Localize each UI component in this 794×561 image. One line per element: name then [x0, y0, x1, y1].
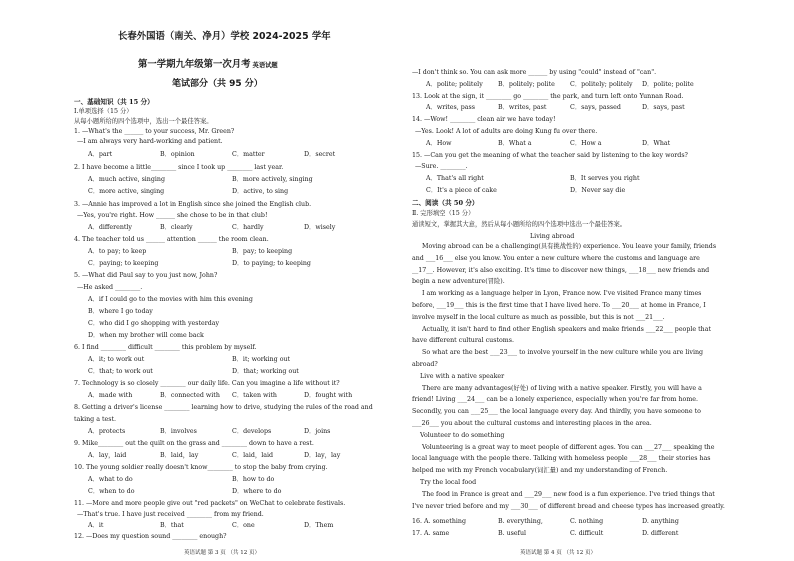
passage-line: I've never tried before and my ___30___ of different bread and cheese types has increased greatly.	[412, 502, 725, 510]
passage-line: Volunteer to do something	[420, 431, 505, 439]
q14-line-2: —Yes. Look! A lot of adults are doing Kung fu over there.	[415, 128, 598, 135]
q3-option-a[interactable]: A．differently	[88, 224, 132, 231]
q12-continuation: —I don't think so. You can ask more ______ by using "could" instead of "can".	[412, 69, 657, 76]
q13-line-1: 13. Look at the sign, it ________ go ________ the park, and turn left onto Yunnan Road.	[412, 93, 684, 100]
q16-option-b[interactable]: B. everything,	[498, 518, 543, 525]
q5-option-d[interactable]: D．when my brother will come back	[88, 332, 204, 339]
q1-option-d[interactable]: D．secret	[304, 151, 336, 158]
q16-option-a[interactable]: 16. A. something	[412, 518, 466, 525]
q12-option-c[interactable]: C．politely; politely	[570, 81, 633, 88]
passage-line: Try the local food	[420, 479, 477, 486]
q12-option-d[interactable]: D．polite; polite	[642, 81, 694, 88]
q9-option-d[interactable]: D．lay，lay	[304, 452, 341, 459]
passage-line: abroad?	[412, 361, 438, 368]
passage-line: ___26___ you about the cultural customs and interesting places in the area.	[412, 420, 652, 427]
q12-line-1: 12. —Does my question sound ________ enough?	[74, 533, 227, 540]
q7-option-a[interactable]: A．made with	[88, 392, 133, 399]
q15-option-d[interactable]: D．Never say die	[570, 187, 626, 194]
right-footer: 英语试题 第 4 页 （共 12 页）	[520, 550, 596, 556]
q5-line-2: —He asked ________.	[77, 284, 143, 291]
q6-line-1: 6. I find ________ difficult ________ this problem by myself.	[74, 344, 257, 351]
passage-title: Living abroad	[530, 233, 575, 240]
q13-option-d[interactable]: D．says, past	[642, 104, 685, 111]
q6-option-a[interactable]: A．it; to work out	[88, 356, 145, 363]
passage-line: local language with the people there. Talking with homeless people ___28___ their stories has	[412, 455, 711, 463]
q3-option-c[interactable]: C．hardly	[232, 224, 264, 231]
q1-option-b[interactable]: B．opinion	[160, 151, 195, 158]
passage-line: Live with a native speaker	[420, 372, 505, 380]
q7-option-c[interactable]: C．taken with	[232, 392, 277, 399]
q2-option-c[interactable]: C．more active, singing	[88, 188, 165, 195]
q2-option-a[interactable]: A．much active, singing	[88, 176, 165, 183]
q3-option-d[interactable]: D．wisely	[304, 224, 336, 231]
q10-line-1: 10. The young soldier really doesn't know________ to stop the baby from crying.	[74, 464, 328, 471]
passage-line: begin a new adventure(冒险).	[412, 278, 505, 286]
q11-option-c[interactable]: C．one	[232, 522, 255, 529]
q4-option-c[interactable]: C．paying; to keeping	[88, 260, 159, 267]
q15-line-2: —Sure. ________.	[415, 163, 468, 170]
passage-line: There are many advantages(好处) of living with a native speaker. Firstly, you will have a	[422, 384, 702, 392]
q2-option-b[interactable]: B．more actively, singing	[232, 176, 313, 183]
q13-option-b[interactable]: B．writes, past	[498, 104, 547, 111]
section-2-heading: 二、阅读（共 50 分）	[412, 199, 479, 207]
exam-title-row	[138, 61, 278, 70]
q8-option-c[interactable]: C．develops	[232, 428, 272, 435]
passage-line: Actually, it isn't hard to find other English speakers and make friends ___22___ people that	[422, 325, 711, 333]
q8-option-d[interactable]: D．joins	[304, 428, 331, 435]
q2-line-1: 2. I have become a little________ since I took up ________ last year.	[74, 164, 284, 171]
q10-option-a[interactable]: A．what to do	[88, 476, 133, 483]
q17-option-a[interactable]: 17. A. same	[412, 530, 450, 537]
instruction-2: 通读短文，掌握其大意，然后从每小题所给的四个选项中选出一个最佳答案。	[412, 221, 627, 228]
q16-option-c[interactable]: C. nothing	[570, 518, 604, 525]
q3-option-b[interactable]: B．clearly	[160, 224, 193, 231]
q11-line-1: 11. —More and more people give out "red packets" on WeChat to celebrate festivals.	[74, 500, 346, 507]
q4-option-a[interactable]: A．to pay; to keep	[88, 248, 147, 255]
q1-option-c[interactable]: C．matter	[232, 151, 265, 158]
q9-option-a[interactable]: A．lay，laid	[88, 452, 127, 459]
q13-option-a[interactable]: A．writes, pass	[426, 104, 475, 111]
q4-line-1: 4. The teacher told us ______ attention ______ the room clean.	[74, 236, 269, 243]
q17-option-d[interactable]: D. different	[642, 530, 679, 537]
left-footer: 英语试题 第 3 页 （共 12 页）	[184, 550, 260, 556]
passage-line: friend! Living ___24___ can be a lonely experience, especially when you're far from home.	[412, 396, 699, 404]
q8-option-b[interactable]: B．involves	[160, 428, 197, 435]
q15-option-c[interactable]: C．It's a piece of cake	[426, 187, 497, 194]
passage-line: __17__. However, it's also exciting. It's time to discover new things, ___18___ new friends and	[412, 266, 710, 274]
q14-option-a[interactable]: A．How	[426, 140, 452, 147]
section-1-heading: 一、基础知识（共 15 分）	[74, 98, 154, 106]
q13-option-c[interactable]: C．says, passed	[570, 104, 621, 111]
q7-option-d[interactable]: D．fought with	[304, 392, 353, 399]
q8-line-2: taking a test.	[74, 416, 116, 423]
q16-option-d[interactable]: D. anything	[642, 518, 679, 525]
q10-option-d[interactable]: D．where to do	[232, 488, 282, 495]
q15-option-b[interactable]: B．It serves you right	[570, 175, 640, 182]
exam-subject: 英语试题	[252, 62, 278, 69]
q14-option-c[interactable]: C．How a	[570, 140, 602, 147]
q3-line-1: 3. —Annie has improved a lot in English since she joined the English club.	[74, 201, 312, 208]
exam-title: 第一学期九年级第一次月考	[138, 59, 251, 70]
passage-line: before, ___19___ this is the first time that I have lived here. To ___20___ at home in France, I	[412, 302, 706, 309]
q6-option-b[interactable]: B．it; working out	[232, 356, 291, 363]
q11-option-a[interactable]: A．it	[88, 522, 104, 529]
right-column	[412, 0, 725, 561]
q4-option-d[interactable]: D．to paying; to keeping	[232, 260, 311, 267]
q4-option-b[interactable]: B．pay; to keeping	[232, 248, 293, 255]
passage-line: Moving abroad can be a challenging(具有挑战性的) experience. You leave your family, friends	[422, 243, 717, 250]
q11-option-d[interactable]: D．Them	[304, 522, 334, 529]
q11-line-2: —That's true. I have just received ________ from my friend.	[77, 511, 264, 518]
q2-option-d[interactable]: D．active, to sing	[232, 188, 289, 195]
q8-line-1: 8. Getting a driver's license ________ learning how to drive, studying the rules of the road and	[74, 404, 373, 411]
q1-option-a[interactable]: A．part	[88, 151, 113, 158]
q14-line-1: 14. —Wow! ________ clean air we have today!	[412, 116, 556, 123]
passage-line: Volunteering is a great way to meet people of different ages. You can ___27___ speaking the	[422, 443, 715, 451]
passage-line: The food in France is great and ___29___ new food is a fun experience. I've tried things that	[422, 490, 715, 498]
q9-line-1: 9. Mike________ out the quilt on the grass and ________ down to have a rest.	[74, 440, 314, 447]
q7-line-1: 7. Technology is so closely ________ our daily life. Can you imagine a life without it?	[74, 380, 340, 387]
subsection-2-heading: Ⅱ. 完形填空（15 分）	[412, 210, 475, 217]
q10-option-b[interactable]: B．how to do	[232, 476, 275, 483]
passage-line: have different cultural customs.	[412, 337, 514, 345]
school-title: 长春外国语（南关、净月）学校 2024-2025 学年	[118, 31, 331, 42]
left-column	[74, 0, 374, 561]
subsection-1-heading: Ⅰ.单项选择（15 分）	[74, 108, 133, 115]
q12-option-a[interactable]: A．polite; politely	[426, 81, 483, 88]
q5-option-b[interactable]: B．where I go today	[88, 308, 153, 315]
q17-option-b[interactable]: B. useful	[498, 530, 527, 537]
q15-line-1: 15. —Can you get the meaning of what the teacher said by listening to the key words?	[412, 152, 688, 159]
q5-option-c[interactable]: C．who did I go shopping with yesterday	[88, 320, 220, 327]
passage-line: and ___16___ else you know. You enter a new culture where the customs and language are	[412, 254, 700, 262]
q7-option-b[interactable]: B．connected with	[160, 392, 220, 399]
q6-option-d[interactable]: D．that; working out	[232, 368, 299, 375]
q9-option-c[interactable]: C．laid，laid	[232, 452, 274, 459]
q14-option-d[interactable]: D．What	[642, 140, 671, 147]
q8-option-a[interactable]: A．protects	[88, 428, 126, 435]
q14-option-b[interactable]: B．What a	[498, 140, 532, 147]
q5-line-1: 5. —What did Paul say to you just now, John?	[74, 272, 218, 279]
q1-line-2: —I am always very hard-working and patient.	[77, 138, 223, 145]
passage-line: I am working as a language helper in Lyon, France now. I've visited France many times	[422, 290, 702, 298]
passage-line: involve myself in the local culture as much as possible, but this is not ___21___.	[412, 313, 665, 321]
q1-line-1: 1. —What's the ______ to your success, Mr. Green?	[74, 128, 235, 135]
passage-line: So what are the best ___23___ to involve yourself in the new culture while you are living	[422, 349, 704, 357]
q15-option-a[interactable]: A．That's all right	[426, 175, 484, 182]
q6-option-c[interactable]: C．that; to work out	[88, 368, 153, 375]
q3-line-2: —Yes, you're right. How ______ she chose to be in that club!	[77, 212, 268, 219]
q12-option-b[interactable]: B．politely; polite	[498, 81, 555, 88]
q10-option-c[interactable]: C．when to do	[88, 488, 135, 495]
instruction-1: 从每小题所给的四个选项中，选出一个最佳答案。	[74, 118, 213, 125]
q9-option-b[interactable]: B．laid，lay	[160, 452, 199, 459]
q5-option-a[interactable]: A．if I could go to the movies with him this evening	[88, 296, 253, 303]
passage-line: helped me with my French vocabulary(词汇量) and my understanding of French.	[412, 467, 668, 475]
q17-option-c[interactable]: C. difficult	[570, 530, 604, 537]
written-part-heading: 笔试部分（共 95 分）	[172, 79, 263, 89]
passage-line: Secondly, you can ___25___ the local language every day. And thirdly, you have someone to	[412, 408, 701, 416]
q11-option-b[interactable]: B．that	[160, 522, 184, 529]
